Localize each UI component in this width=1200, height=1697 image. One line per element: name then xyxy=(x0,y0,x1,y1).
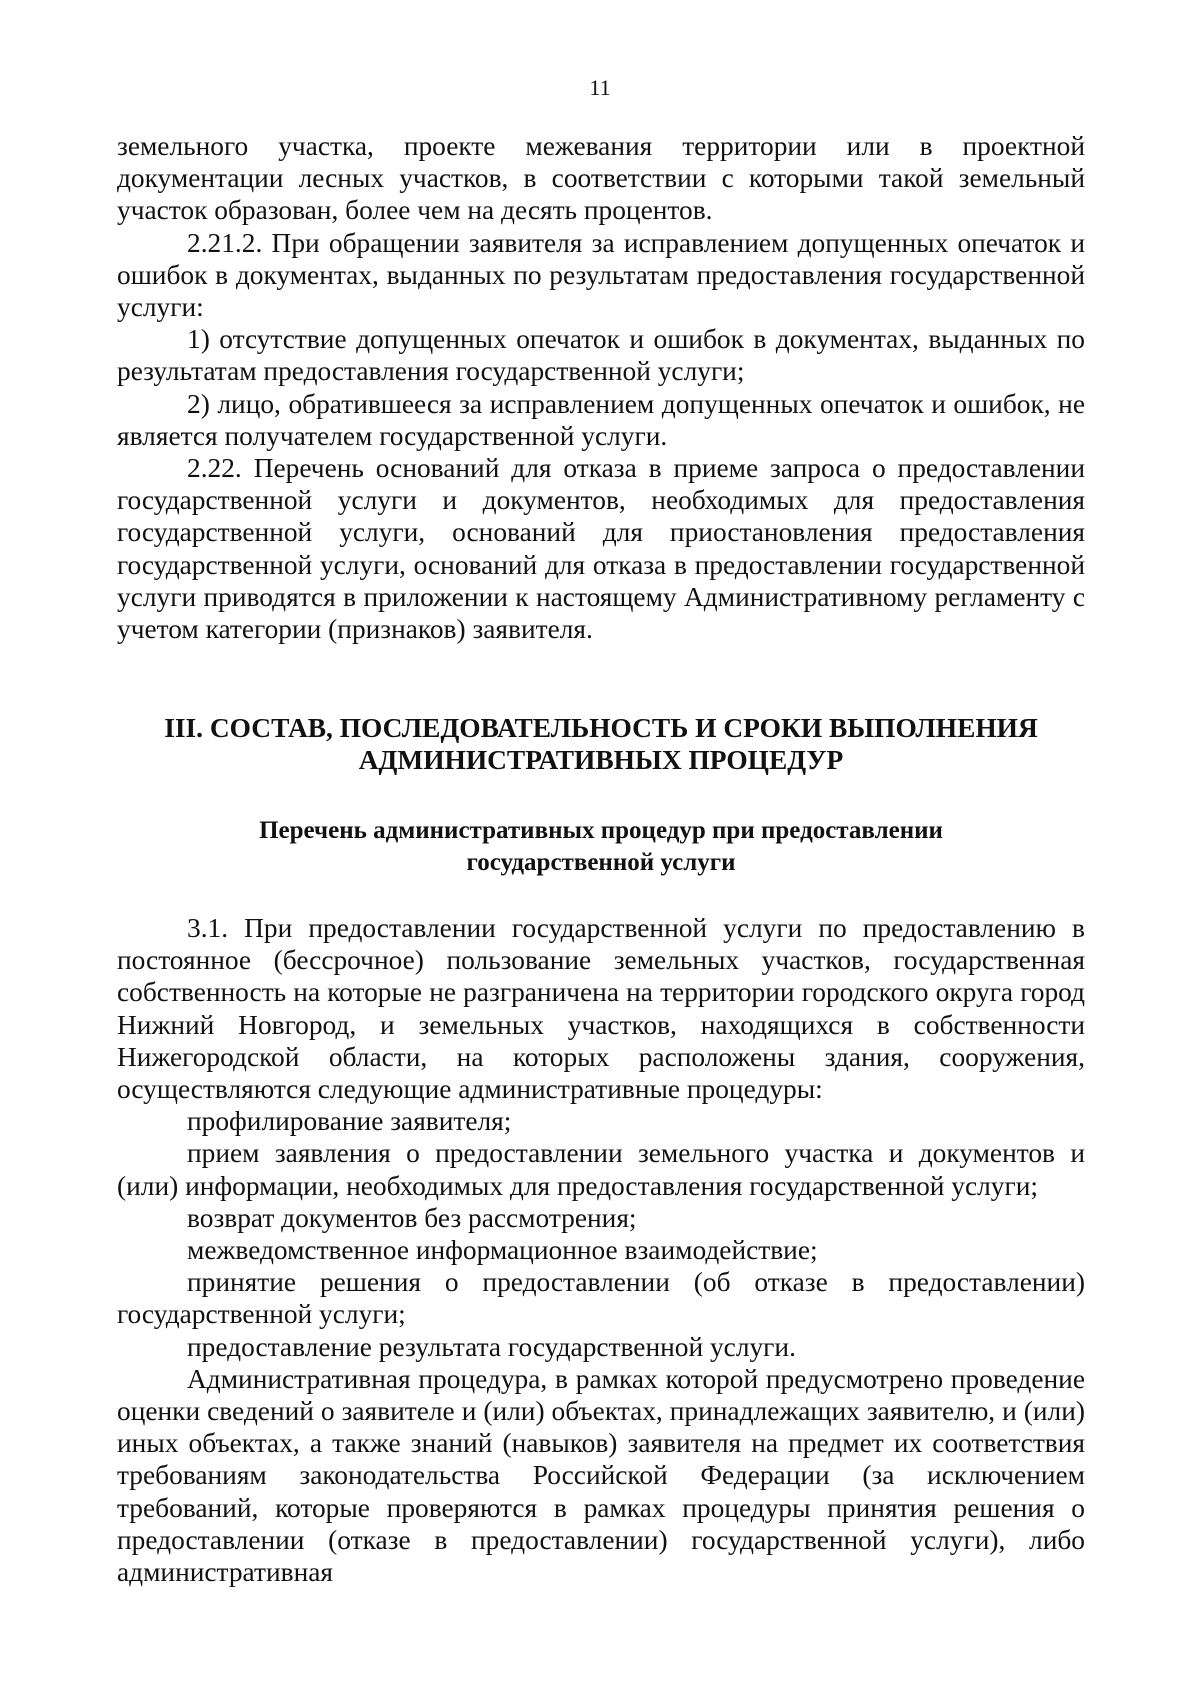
sub-heading xyxy=(117,815,1085,879)
procedure-item: прием заявления о предоставлении земельного участка и документов и (или) информации, необходимых для предоставления государственной услуги; xyxy=(117,1138,1085,1201)
section-heading-line-1: III. СОСТАВ, ПОСЛЕДОВАТЕЛЬНОСТЬ И СРОКИ ВЫПОЛНЕНИЯ xyxy=(164,713,1038,743)
procedure-item: принятие решения о предоставлении (об отказе в предоставлении) государственной услуги; xyxy=(117,1267,1085,1330)
body-text-bottom xyxy=(117,912,1085,1588)
section-heading xyxy=(117,712,1085,776)
sub-heading-line-2: государственной услуги xyxy=(466,849,736,876)
procedure-item: межведомственное информационное взаимодействие; xyxy=(187,1235,818,1266)
paragraph-2-22: 2.22. Перечень оснований для отказа в приеме запроса о предоставлении государственной услуги и документов, необходимых для предоставления государственной услуги, оснований для приостановления предоставления государственной услуги, оснований для отказа в предоставлении государственной услуги приводятся в приложении к настоящему Административному регламенту с учетом категории (признаков) заявителя. xyxy=(117,453,1085,645)
paragraph-3-1: 3.1. При предоставлении государственной услуги по предоставлению в постоянное (бессрочное) пользование земельных участков, государственная собственность на которые не разграничена на территории городского округа город Нижний Новгород, и земельных участков, находящихся в собственности Нижегородской области, на которых расположены здания, сооружения, осуществляются следующие административные процедуры: xyxy=(117,913,1085,1105)
paragraph-continuation: земельного участка, проекте межевания территории или в проектной документации лесных участков, в соответствии с которыми такой земельный участок образован, более чем на десять процентов. xyxy=(117,131,1085,226)
paragraph-item-1: 1) отсутствие допущенных опечаток и ошибок в документах, выданных по результатам предоставления государственной услуги; xyxy=(117,324,1085,387)
sub-heading-line-1: Перечень административных процедур при предоставлении xyxy=(259,817,943,844)
page-number: 11 xyxy=(589,75,611,100)
paragraph-2-21-2: 2.21.2. При обращении заявителя за исправлением допущенных опечаток и ошибок в документах, выданных по результатам предоставления государственной услуги: xyxy=(117,227,1085,323)
section-heading-line-2: АДМИНИСТРАТИВНЫХ ПРОЦЕДУР xyxy=(358,745,844,776)
paragraph-item-2: 2) лицо, обратившееся за исправлением допущенных опечаток и ошибок, не является получателем государственной услуги. xyxy=(117,388,1085,451)
procedure-item: профилирование заявителя; xyxy=(187,1106,512,1137)
procedure-item: предоставление результата государственной услуги. xyxy=(187,1331,796,1362)
body-text-top xyxy=(117,130,1085,645)
procedure-item: возврат документов без рассмотрения; xyxy=(187,1202,637,1233)
paragraph-procedure-description: Административная процедура, в рамках которой предусмотрено проведение оценки сведений о заявителе и (или) объектах, принадлежащих заявителю, и (или) иных объектах, а также знаний (навыков) заявителя на предмет их соответствия требованиям законодательства Российской Федерации (за исключением требований, которые проверяются в рамках процедуры принятия решения о предоставлении (отказе в предоставлении) государственной услуги), либо административная xyxy=(117,1363,1085,1588)
